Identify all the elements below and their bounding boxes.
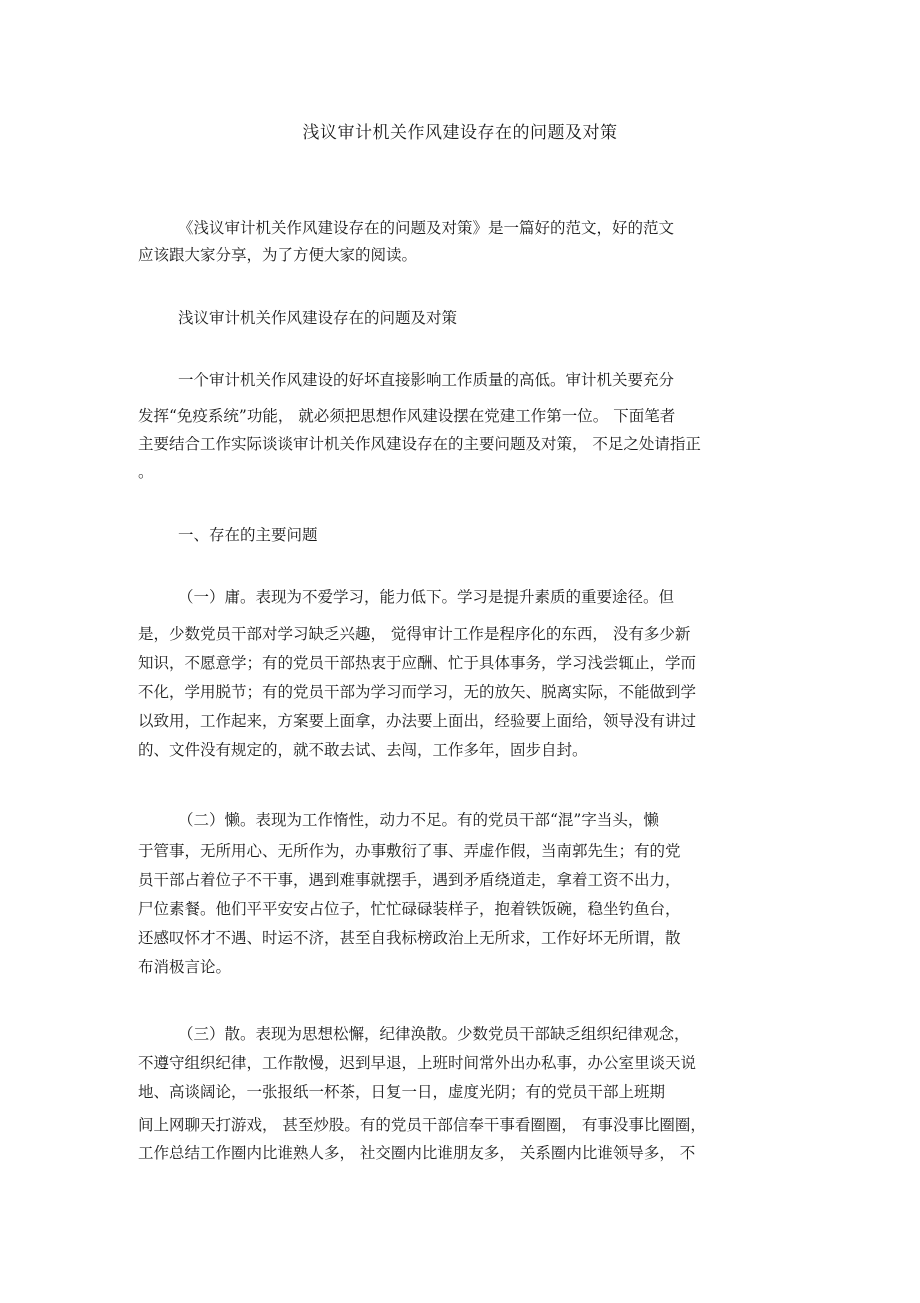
para2-line: 知识，不愿意学；有的党员干部热衷于应酬、忙于具体事务，学习浅尝辄止，学而 [138, 654, 697, 672]
para3-line: （二）懒。表现为工作惰性，动力不足。有的党员干部“混”字当头，懒 [178, 811, 659, 829]
para3-line: 还感叹怀才不遇、时运不济，甚至自我标榜政治上无所求，工作好坏无所谓，散 [138, 929, 681, 947]
intro-line: 应该跟大家分享，为了方便大家的阅读。 [138, 246, 418, 264]
para3-line: 尸位素餐。他们平平安安占位子，忙忙碌碌装样子，抱着铁饭碗，稳坐钓鱼台， [138, 900, 681, 918]
para3-line: 布消极言论。 [138, 958, 232, 976]
para4-line: （三）散。表现为思想松懈，纪律涣散。少数党员干部缺乏组织纪律观念， [178, 1025, 690, 1043]
para3-line: 于管事，无所用心、无所作为，办事敷衍了事、弄虚作假，当南郭先生；有的党 [138, 842, 681, 860]
para4-line: 地、高谈阔论，一张报纸一杯茶，日复一日，虚度光阴；有的党员干部上班期 [138, 1083, 666, 1101]
para1-line: 发挥“免疫系统”功能， 就必须把思想作风建设摆在党建工作第一位。 下面笔者 [138, 407, 676, 425]
para2-line: 以致用，工作起来，方案要上面拿，办法要上面出，经验要上面给，领导没有讲过 [138, 712, 697, 730]
para2-line: 不化，学用脱节；有的党员干部为学习而学习，无的放矢、脱离实际，不能做到学 [138, 683, 697, 701]
subtitle: 浅议审计机关作风建设存在的问题及对策 [178, 309, 458, 327]
para1-line: 一个审计机关作风建设的好坏直接影响工作质量的高低。审计机关要充分 [178, 371, 675, 389]
section-heading: 一、存在的主要问题 [178, 526, 318, 544]
para4-line: 工作总结工作圈内比谁熟人多， 社交圈内比谁朋友多， 关系圈内比谁领导多， 不 [138, 1144, 696, 1162]
para1-line: 主要结合工作实际谈谈审计机关作风建设存在的主要问题及对策， 不足之处请指正 [138, 435, 701, 453]
para4-line: 不遵守组织纪律，工作散慢，迟到早退，上班时间常外出办私事，办公室里谈天说 [138, 1054, 697, 1072]
para1-line: 。 [138, 463, 154, 481]
intro-line: 《浅议审计机关作风建设存在的问题及对策》是一篇好的范文，好的范文 [178, 219, 675, 237]
para2-line: 是，少数党员干部对学习缺乏兴趣， 觉得审计工作是程序化的东西， 没有多少新 [138, 625, 691, 643]
document-title: 浅议审计机关作风建设存在的问题及对策 [302, 123, 618, 143]
para2-line: （一）庸。表现为不爱学习，能力低下。学习是提升素质的重要途径。但 [178, 588, 675, 606]
para2-line: 的、文件没有规定的，就不敢去试、去闯，工作多年，固步自封。 [138, 741, 588, 759]
para4-line: 间上网聊天打游戏， 甚至炒股。有的党员干部信奉干事看圈圈， 有事没事比圈圈， [138, 1116, 706, 1134]
para3-line: 员干部占着位子不干事，遇到难事就摆手，遇到矛盾绕道走，拿着工资不出力， [138, 871, 681, 889]
